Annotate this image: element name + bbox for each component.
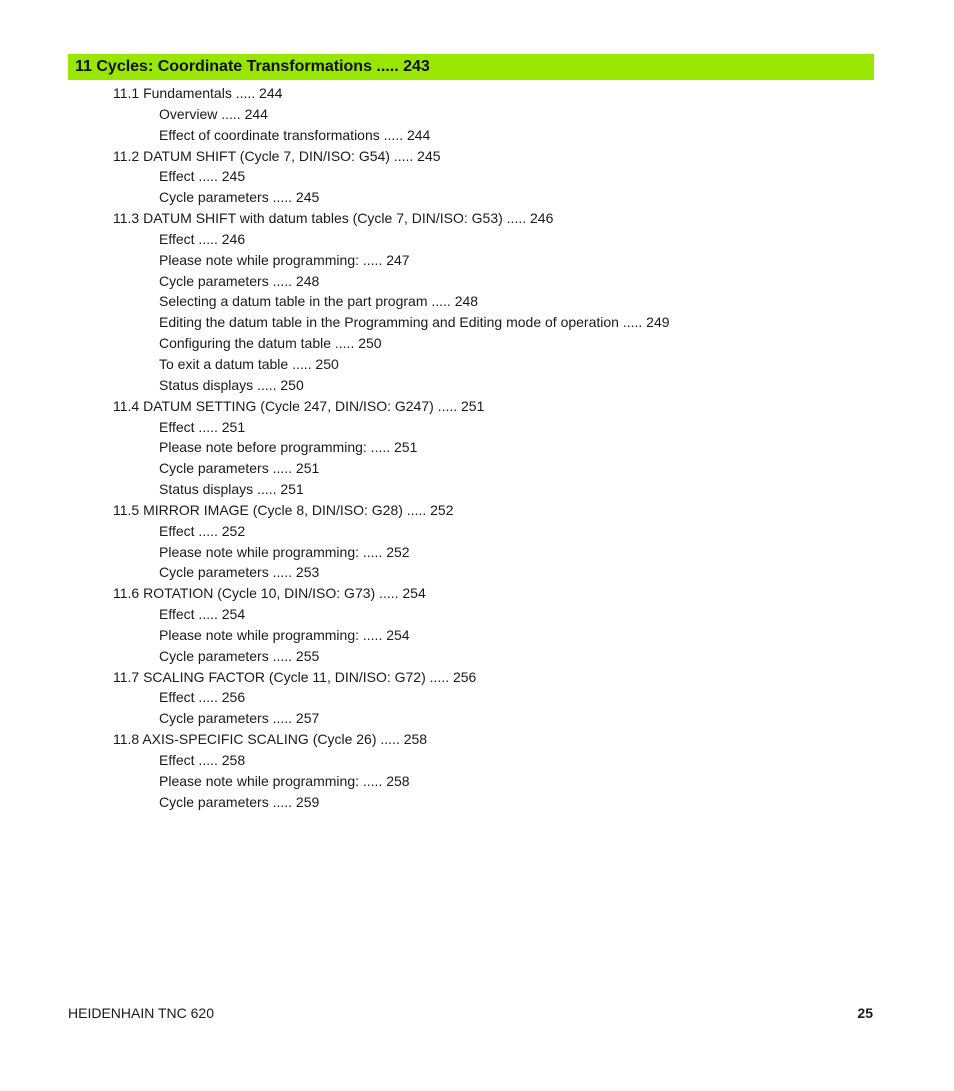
toc-subsection-entry[interactable]: Please note while programming: ..... 252 xyxy=(159,543,410,560)
chapter-title[interactable]: 11 Cycles: Coordinate Transformations ..... 243 xyxy=(75,58,430,75)
toc-subsection-entry[interactable]: Cycle parameters ..... 255 xyxy=(159,647,320,664)
footer-product-name: HEIDENHAIN TNC 620 xyxy=(68,1005,215,1021)
toc-section-entry[interactable]: 11.7 SCALING FACTOR (Cycle 11, DIN/ISO: G72) ..... 256 xyxy=(113,668,477,685)
toc-subsection-entry[interactable]: Please note while programming: ..... 247 xyxy=(159,251,410,268)
toc-subsection-entry[interactable]: Cycle parameters ..... 245 xyxy=(159,189,320,206)
toc-subsection-entry[interactable]: Effect ..... 245 xyxy=(159,168,246,185)
toc-section-entry[interactable]: 11.3 DATUM SHIFT with datum tables (Cycle 7, DIN/ISO: G53) ..... 246 xyxy=(113,210,554,227)
toc-subsection-entry[interactable]: Effect ..... 254 xyxy=(159,606,246,623)
toc-section-entry[interactable]: 11.8 AXIS-SPECIFIC SCALING (Cycle 26) ..... 258 xyxy=(113,731,428,748)
toc-subsection-entry[interactable]: Please note while programming: ..... 258 xyxy=(159,772,410,789)
toc-subsection-entry[interactable]: Effect ..... 251 xyxy=(159,418,246,435)
toc-subsection-entry[interactable]: Editing the datum table in the Programming and Editing mode of operation ..... 249 xyxy=(159,314,670,331)
toc-section-entry[interactable]: 11.2 DATUM SHIFT (Cycle 7, DIN/ISO: G54) ..... 245 xyxy=(113,147,441,164)
toc-section-entry[interactable]: 11.4 DATUM SETTING (Cycle 247, DIN/ISO: G247) ..... 251 xyxy=(113,397,485,414)
toc-subsection-entry[interactable]: Effect ..... 252 xyxy=(159,522,246,539)
toc-section-entry[interactable]: 11.1 Fundamentals ..... 244 xyxy=(113,85,283,101)
toc-subsection-entry[interactable]: Cycle parameters ..... 253 xyxy=(159,564,320,581)
toc-subsection-entry[interactable]: Effect of coordinate transformations ..... 244 xyxy=(159,126,431,143)
toc-subsection-entry[interactable]: Effect ..... 246 xyxy=(159,230,246,247)
toc-section-entry[interactable]: 11.5 MIRROR IMAGE (Cycle 8, DIN/ISO: G28) ..... 252 xyxy=(113,501,454,518)
footer-page-number: 25 xyxy=(857,1005,873,1021)
toc-subsection-entry[interactable]: Please note while programming: ..... 254 xyxy=(159,626,410,643)
toc-subsection-entry[interactable]: Cycle parameters ..... 259 xyxy=(159,793,320,810)
table-of-contents xyxy=(0,83,954,813)
toc-section-entry[interactable]: 11.6 ROTATION (Cycle 10, DIN/ISO: G73) ..... 254 xyxy=(113,585,426,602)
toc-subsection-entry[interactable]: Cycle parameters ..... 257 xyxy=(159,710,320,727)
chapter-header-bar xyxy=(68,54,874,80)
toc-subsection-entry[interactable]: Cycle parameters ..... 251 xyxy=(159,460,320,477)
toc-subsection-entry[interactable]: Cycle parameters ..... 248 xyxy=(159,272,320,289)
toc-subsection-entry[interactable]: Overview ..... 244 xyxy=(159,105,268,122)
toc-subsection-entry[interactable]: Effect ..... 258 xyxy=(159,752,246,768)
toc-subsection-entry[interactable]: Configuring the datum table ..... 250 xyxy=(159,335,382,352)
toc-subsection-entry[interactable]: Please note before programming: ..... 251 xyxy=(159,439,418,456)
toc-subsection-entry[interactable]: Status displays ..... 250 xyxy=(159,376,304,393)
toc-subsection-entry[interactable]: Selecting a datum table in the part program ..... 248 xyxy=(159,293,479,310)
toc-subsection-entry[interactable]: To exit a datum table ..... 250 xyxy=(159,355,339,372)
toc-subsection-entry[interactable]: Effect ..... 256 xyxy=(159,689,246,706)
toc-subsection-entry[interactable]: Status displays ..... 251 xyxy=(159,481,304,498)
